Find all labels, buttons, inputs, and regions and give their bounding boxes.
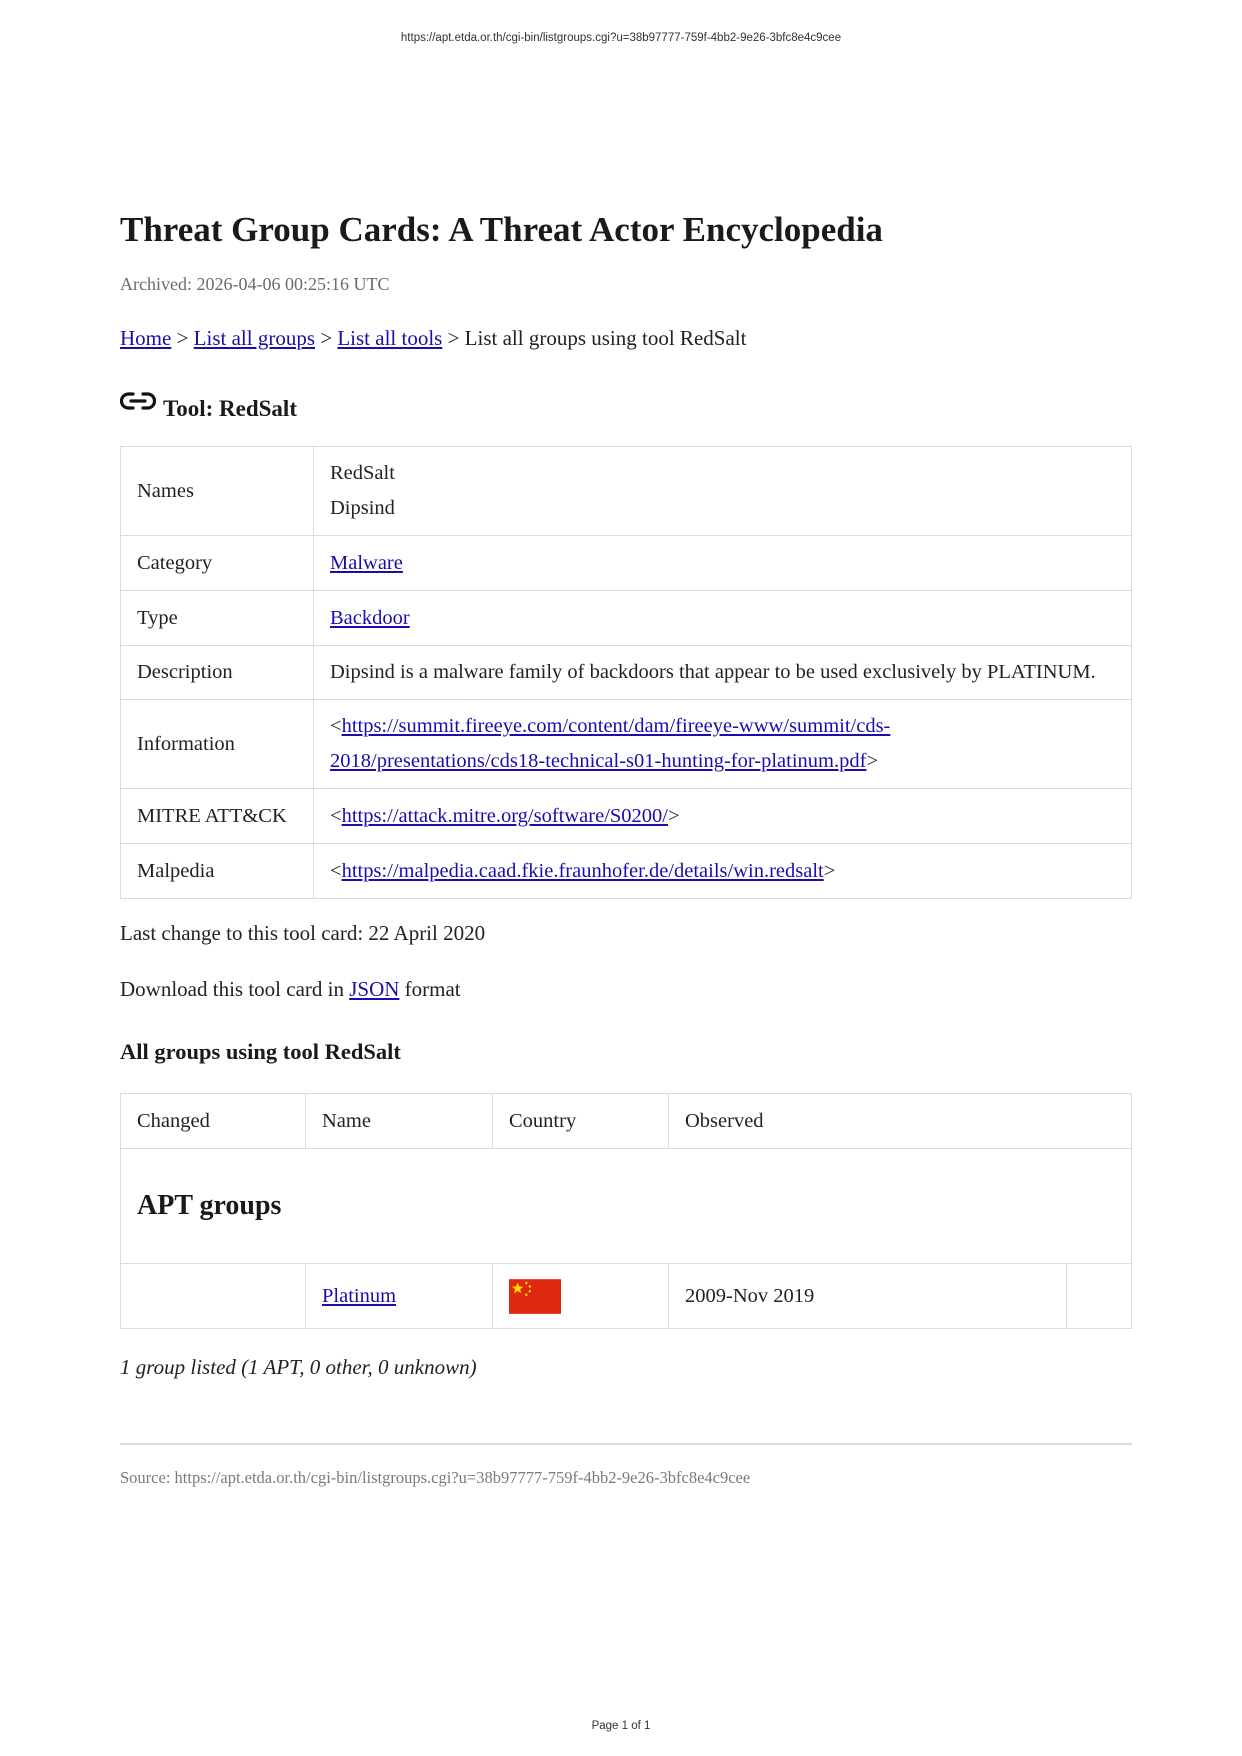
mitre-value (314, 789, 1132, 844)
information-label: Information (121, 700, 314, 789)
print-header-url: https://apt.etda.or.th/cgi-bin/listgroups.cgi?u=38b97777-759f-4bb2-9e26-3bfc8e4c9cee (400, 32, 842, 44)
information-link-line1: https://summit.fireeye.com/content/dam/fireeye-www/summit/cds- (341, 715, 891, 737)
groups-table (120, 1093, 1132, 1329)
link-icon (120, 390, 156, 416)
malpedia-value (314, 844, 1132, 899)
page-title: Threat Group Cards: A Threat Actor Encyclopedia (120, 210, 883, 249)
category-label: Category (121, 536, 314, 591)
table-row-category (121, 536, 1132, 591)
column-header-country: Country (493, 1094, 669, 1149)
extra-cell (1067, 1264, 1132, 1329)
changed-cell (121, 1264, 306, 1329)
table-row-type (121, 591, 1132, 646)
type-link[interactable]: Backdoor (330, 606, 410, 629)
mitre-link[interactable]: https://attack.mitre.org/software/S0200/ (341, 804, 668, 827)
table-row-names (121, 447, 1132, 536)
angle-open: < (330, 859, 342, 882)
download-prefix: Download this tool card in (120, 977, 350, 1001)
information-value (314, 700, 1132, 789)
breadcrumb (120, 324, 1132, 352)
groups-summary: 1 group listed (1 APT, 0 other, 0 unknown) (120, 1355, 477, 1379)
category-value (314, 536, 1132, 591)
china-flag-icon (509, 1279, 561, 1314)
table-row-description (121, 646, 1132, 700)
groups-table-header (121, 1094, 1132, 1149)
last-change-text: Last change to this tool card: 22 April 2020 (120, 921, 486, 945)
tool-title: Tool: RedSalt (163, 396, 297, 421)
name-item: RedSalt (330, 462, 395, 484)
section-cell (121, 1149, 1132, 1264)
download-text (120, 975, 1132, 1003)
observed-cell: 2009-Nov 2019 (669, 1264, 1067, 1329)
download-suffix: format (399, 977, 461, 1001)
angle-open: < (330, 715, 342, 737)
breadcrumb-separator: > (315, 326, 338, 350)
groups-heading: All groups using tool RedSalt (120, 1039, 401, 1064)
group-link-platinum[interactable]: Platinum (322, 1284, 397, 1307)
breadcrumb-list-tools-link[interactable]: List all tools (337, 326, 443, 350)
angle-close: > (866, 750, 879, 772)
names-label: Names (121, 447, 314, 536)
table-row-malpedia (121, 844, 1132, 899)
type-label: Type (121, 591, 314, 646)
column-header-observed: Observed (669, 1094, 1132, 1149)
country-cell (493, 1264, 669, 1329)
information-link-line2: 2018/presentations/cds18-technical-s01-hunting-for-platinum.pdf (330, 750, 867, 772)
malpedia-label: Malpedia (121, 844, 314, 899)
table-row (121, 1264, 1132, 1329)
breadcrumb-list-groups-link[interactable]: List all groups (193, 326, 315, 350)
breadcrumb-home-link[interactable]: Home (120, 326, 172, 350)
name-item: Dipsind (330, 497, 395, 519)
table-row-mitre (121, 789, 1132, 844)
groups-section-row (121, 1149, 1132, 1264)
tool-info-table (120, 446, 1132, 899)
page-number: Page 1 of 1 (591, 1720, 651, 1732)
names-value (314, 447, 1132, 536)
angle-close: > (823, 859, 836, 882)
section-title: APT groups (137, 1190, 282, 1221)
column-header-name: Name (306, 1094, 493, 1149)
table-row-information (121, 700, 1132, 789)
angle-close: > (668, 804, 680, 827)
malpedia-link[interactable]: https://malpedia.caad.fkie.fraunhofer.de/details/win.redsalt (341, 859, 824, 882)
source-url: Source: https://apt.etda.or.th/cgi-bin/listgroups.cgi?u=38b97777-759f-4bb2-9e26-3bfc8e4c9cee (120, 1468, 751, 1487)
divider (120, 1443, 1132, 1445)
column-header-changed: Changed (121, 1094, 306, 1149)
information-link[interactable] (330, 715, 890, 772)
description-value: Dipsind is a malware family of backdoors that appear to be used exclusively by PLATINUM. (314, 646, 1132, 700)
type-value (314, 591, 1132, 646)
json-download-link[interactable]: JSON (349, 977, 400, 1001)
archived-timestamp: Archived: 2026-04-06 00:25:16 UTC (120, 274, 390, 294)
description-label: Description (121, 646, 314, 700)
breadcrumb-current: > List all groups using tool RedSalt (442, 326, 747, 350)
mitre-label: MITRE ATT&CK (121, 789, 314, 844)
category-link[interactable]: Malware (330, 551, 403, 574)
group-name-cell (306, 1264, 493, 1329)
angle-open: < (330, 804, 342, 827)
tool-heading (120, 388, 1132, 424)
page-content (120, 208, 1132, 1489)
breadcrumb-separator: > (171, 326, 194, 350)
